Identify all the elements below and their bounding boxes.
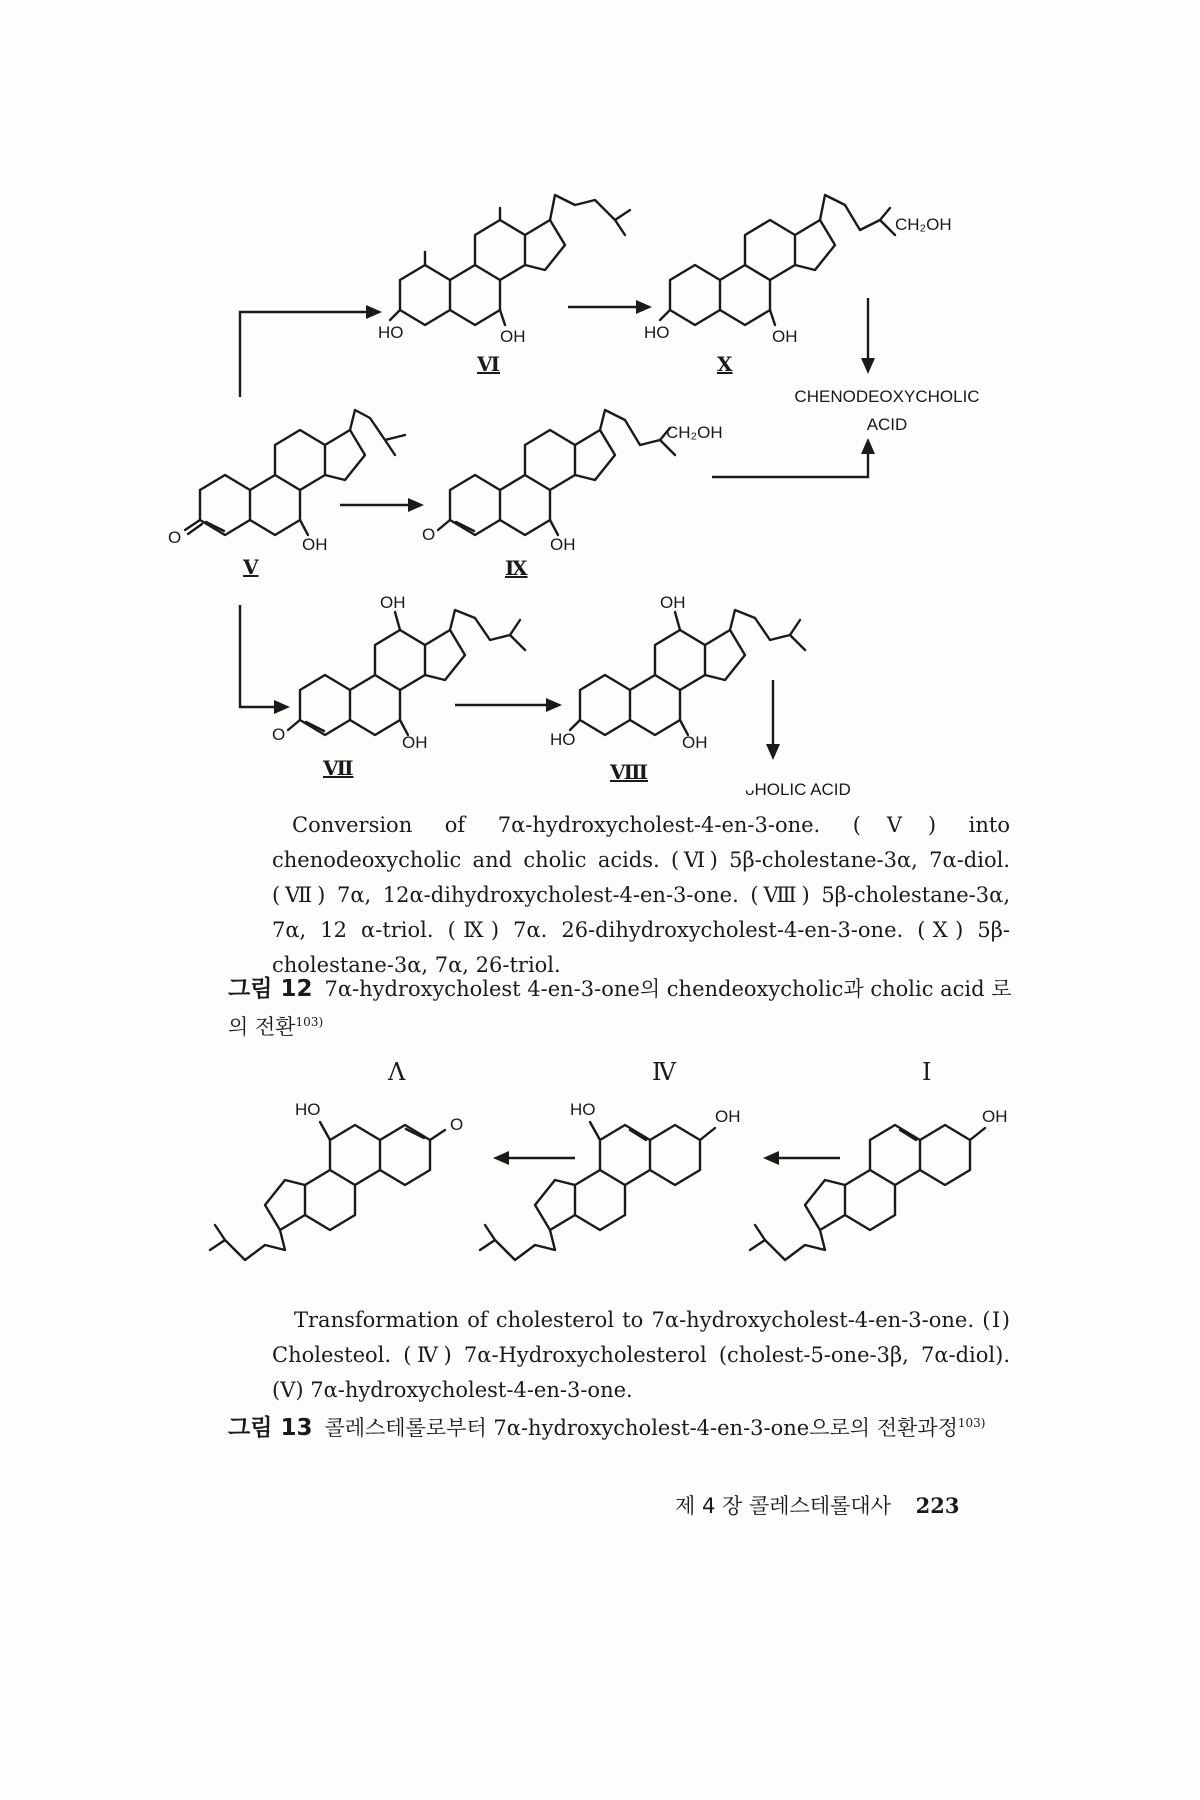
ix-ch2oh-label: CH₂OH <box>666 423 723 442</box>
chapter-title: 제 4 장 콜레스테롤대사 <box>675 1494 891 1518</box>
vi-oh-label: OH <box>500 327 526 346</box>
fig13-compound-i-structure <box>740 1100 1040 1280</box>
viii-12-oh-label: OH <box>660 593 686 612</box>
figure-12-caption: Conversion of 7α-hydroxycholest-4-en-3-one. (Ⅴ) into chenodeoxycholic and cholic acids. (Ⅵ) 5β-cholestane-3α, 7α-diol. (Ⅶ) 7α, 12α-dihydroxycholest-4-en-3-one. (Ⅷ) 5β-cholestane-3α, 7α, 12 α-triol. (Ⅸ) 7α. 26-dihydroxycholest-4-en-3-one. (Ⅹ) 5β-cholestane-3α, 7α, 26-triol. <box>272 813 1010 977</box>
x-ho-label: HO <box>644 323 670 342</box>
figure-13-number: 그림 13 <box>228 1415 313 1441</box>
figure-12-ref: 103) <box>295 1015 324 1029</box>
fig13-label-left: Λ <box>388 1058 406 1086</box>
compound-vi-label: Ⅵ <box>477 352 500 376</box>
figure-13-title-text: 콜레스테롤로부터 7α-hydroxycholest-4-en-3-one으로의 전환과정 <box>324 1416 958 1440</box>
chenodeoxycholic-line1: CHENODEOXYCHOLIC <box>794 387 980 406</box>
fig13-compound-iv-structure <box>470 1100 770 1280</box>
figure-13-caption: Transformation of cholesterol to 7α-hydroxycholest-4-en-3-one. (Ⅰ) Cholesteol. (Ⅳ) 7α-Hydroxycholesterol (cholest-5-one-3β, 7α-diol). (Ⅴ) 7α-hydroxycholest-4-en-3-one. <box>272 1308 1010 1402</box>
figure-12-title-text: 7α-hydroxycholest 4-en-3-one의 chendeoxycholic과 cholic acid 로의 전환 <box>228 977 1012 1039</box>
fig13-label-right: I <box>922 1058 932 1086</box>
fig13-label-middle: Ⅳ <box>652 1058 676 1086</box>
v-o-label: O <box>168 528 182 547</box>
figure-12-number: 그림 12 <box>228 976 313 1002</box>
vii-o-label: O <box>272 725 286 744</box>
figure-13-ref: 103) <box>957 1416 986 1430</box>
page-number: 223 <box>915 1493 960 1518</box>
page-footer <box>675 1490 960 1520</box>
fig13-iv-ho-label: HO <box>570 1100 596 1119</box>
figure-13-title <box>228 1407 1018 1445</box>
compound-v-label: Ⅴ <box>243 555 259 579</box>
vi-ho-label: HO <box>378 323 404 342</box>
cholic-acid-label: ᴗHOLIC ACID <box>745 780 851 799</box>
ix-oh-label: OH <box>550 535 576 554</box>
compound-x-label: Ⅹ <box>717 352 733 376</box>
ix-o-label: O <box>422 525 436 544</box>
v-oh-label: OH <box>302 535 328 554</box>
vii-12-oh-label: OH <box>380 593 406 612</box>
fig13-iv-oh-label: OH <box>715 1107 741 1126</box>
compound-ix-label: Ⅸ <box>505 556 528 580</box>
fig13-v-ho-label: HO <box>295 1100 321 1119</box>
compound-viii-label: Ⅷ <box>610 760 648 784</box>
fig13-i-oh-label: OH <box>982 1107 1008 1126</box>
viii-oh-label: OH <box>682 733 708 752</box>
compound-vii-label: Ⅶ <box>323 756 354 780</box>
fig13-v-o-label: O <box>450 1115 464 1134</box>
viii-ho-label: HO <box>550 730 576 749</box>
chenodeoxycholic-line2: ACID <box>866 415 908 434</box>
fig13-compound-v-structure <box>200 1100 500 1280</box>
vii-oh-label: OH <box>402 733 428 752</box>
x-ch2oh-label: CH₂OH <box>895 215 952 234</box>
x-oh-label: OH <box>772 327 798 346</box>
